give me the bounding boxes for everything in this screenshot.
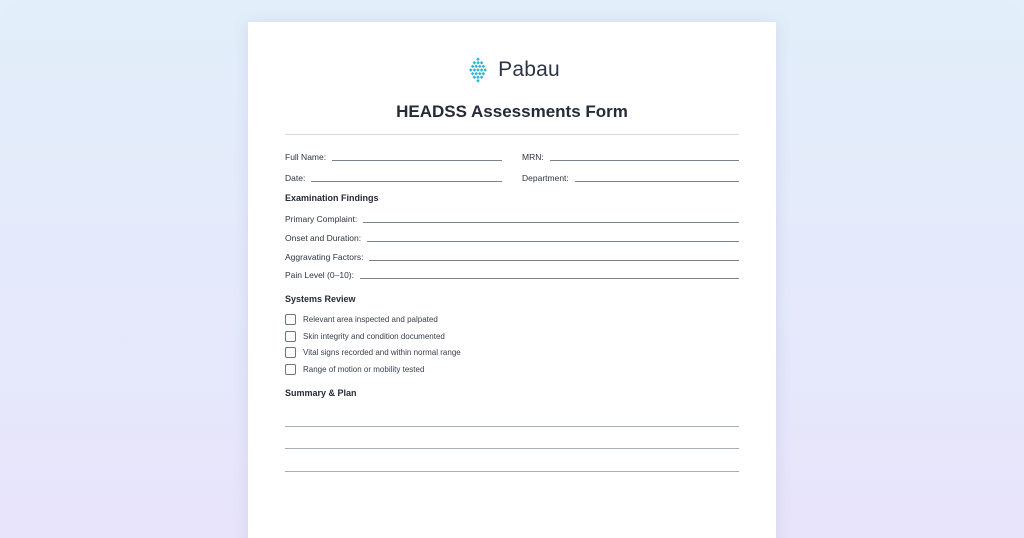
logo-dot (478, 72, 482, 76)
date-line[interactable] (311, 181, 502, 182)
onset-duration-line[interactable] (367, 241, 739, 242)
diamond-dot-grid-icon (464, 56, 492, 84)
summary-line[interactable] (285, 448, 739, 449)
brand-logo (248, 56, 776, 84)
title-divider (285, 134, 739, 135)
date-field[interactable] (285, 170, 502, 184)
logo-dot (480, 68, 484, 72)
summary-line[interactable] (285, 471, 739, 472)
checkbox-label: Vital signs recorded and within normal range (303, 347, 461, 357)
logo-dot (476, 75, 480, 79)
department-field[interactable] (522, 170, 739, 184)
logo-dot (480, 61, 484, 65)
logo-dot (469, 68, 473, 72)
pain-level-field[interactable] (285, 267, 739, 281)
checkbox[interactable] (285, 331, 296, 342)
logo-dot (478, 65, 482, 69)
systems-review-heading: Systems Review (285, 294, 356, 304)
date-label: Date: (285, 173, 306, 183)
logo-dot (473, 75, 477, 79)
checkbox-label: Relevant area inspected and palpated (303, 314, 438, 324)
full-name-line[interactable] (332, 160, 502, 161)
logo-dot (476, 61, 480, 65)
full-name-label: Full Name: (285, 152, 327, 162)
logo-dot (476, 79, 480, 83)
mrn-field[interactable] (522, 149, 739, 163)
department-line[interactable] (575, 181, 739, 182)
logo-dot (473, 61, 477, 65)
primary-complaint-line[interactable] (363, 222, 739, 223)
logo-dot (471, 72, 475, 76)
onset-duration-field[interactable] (285, 230, 739, 244)
systems-review-item[interactable] (285, 346, 461, 358)
aggravating-factors-field[interactable] (285, 249, 739, 263)
mrn-label: MRN: (522, 152, 544, 162)
examination-heading: Examination Findings (285, 193, 379, 203)
logo-dot (473, 68, 477, 72)
checkbox[interactable] (285, 347, 296, 358)
primary-complaint-field[interactable] (285, 211, 739, 225)
form-document (248, 22, 776, 538)
department-label: Department: (522, 173, 569, 183)
systems-review-item[interactable] (285, 313, 438, 325)
checkbox-label: Range of motion or mobility tested (303, 364, 425, 374)
logo-dot (482, 72, 486, 76)
brand-name: Pabau (498, 58, 560, 81)
logo-dot (484, 68, 488, 72)
checkbox-label: Skin integrity and condition documented (303, 331, 445, 341)
primary-complaint-label: Primary Complaint: (285, 214, 358, 224)
systems-review-item[interactable] (285, 330, 445, 342)
checkbox[interactable] (285, 314, 296, 325)
logo-dot (480, 75, 484, 79)
summary-heading: Summary & Plan (285, 388, 357, 398)
logo-dot (471, 65, 475, 69)
logo-dot (475, 72, 479, 76)
mrn-line[interactable] (550, 160, 739, 161)
logo-dot (475, 65, 479, 69)
checkbox[interactable] (285, 364, 296, 375)
aggravating-factors-line[interactable] (369, 260, 739, 261)
full-name-field[interactable] (285, 149, 502, 163)
onset-duration-label: Onset and Duration: (285, 233, 362, 243)
pain-level-line[interactable] (360, 278, 739, 279)
aggravating-factors-label: Aggravating Factors: (285, 252, 364, 262)
logo-dot (476, 57, 480, 61)
pain-level-label: Pain Level (0–10): (285, 270, 354, 280)
summary-line[interactable] (285, 426, 739, 427)
form-title: HEADSS Assessments Form (396, 102, 628, 121)
logo-dot (482, 65, 486, 69)
systems-review-item[interactable] (285, 363, 424, 375)
logo-dot (476, 68, 480, 72)
